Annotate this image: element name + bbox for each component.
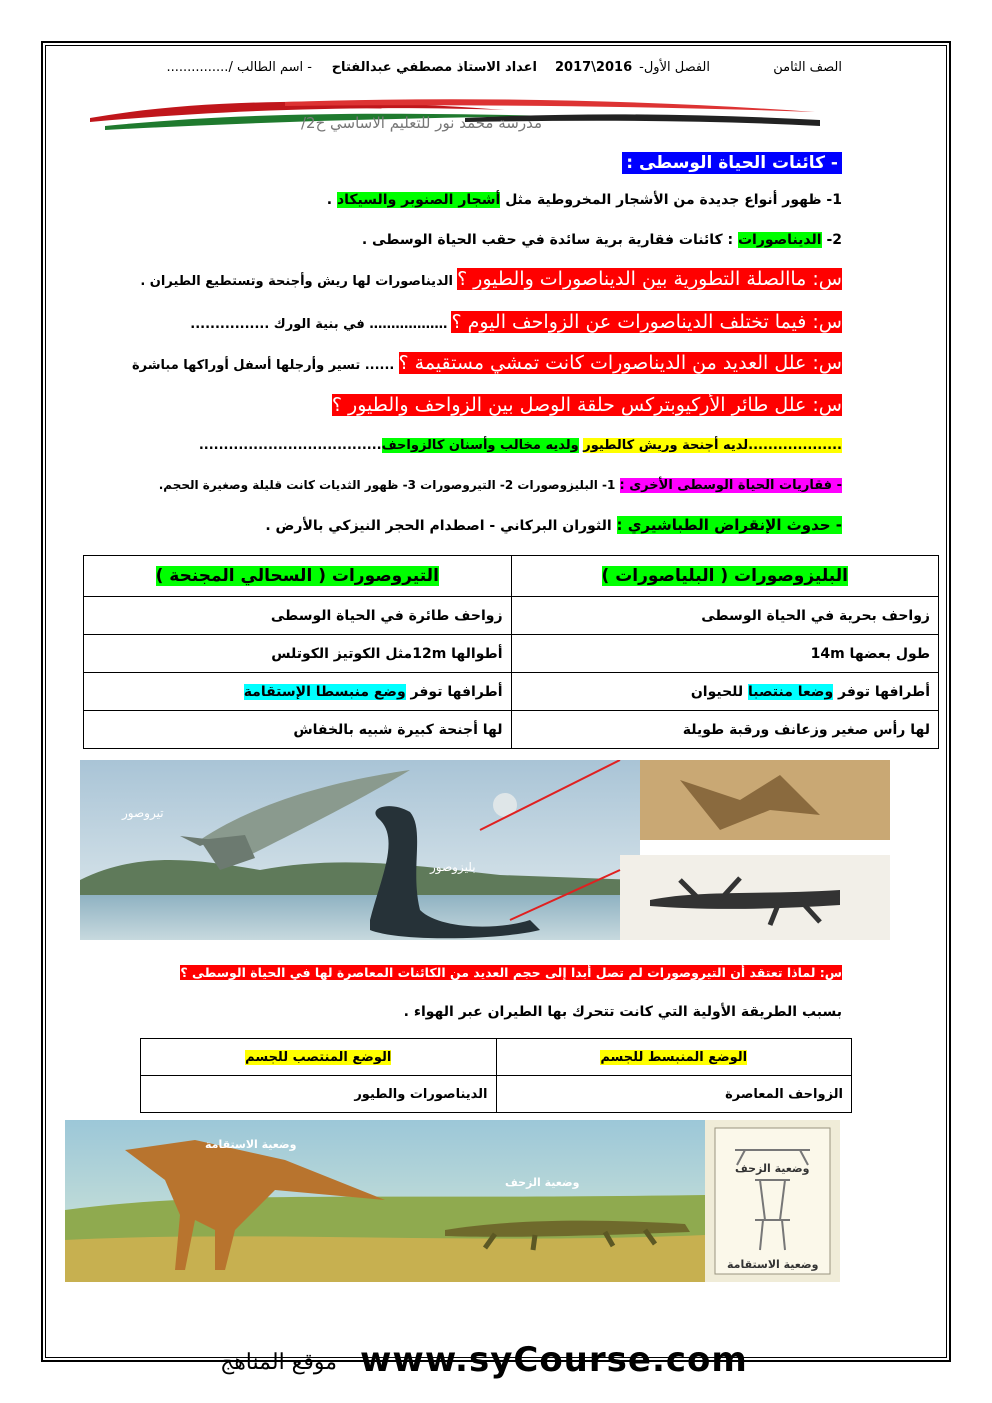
table1-cell: أطوالها 12mمثل الكوتيز الكوتلس xyxy=(84,635,512,673)
figure-2-illustration xyxy=(65,1120,840,1282)
question-1 xyxy=(140,268,842,290)
table1-cell: زواحف بحرية في الحياة الوسطى xyxy=(511,597,939,635)
question-1-answer: الديناصورات لها ريش وأجنحة وتستطيع الطيران . xyxy=(140,274,453,289)
figure-pterosaur-plesiosaur xyxy=(80,760,890,940)
year-label: 2017\2016 xyxy=(555,60,633,75)
term-label: الفصل الأول- xyxy=(639,60,710,75)
footer-site-label: موقع المناهج xyxy=(220,1350,338,1375)
table1-cell: طول بعضها 14m xyxy=(511,635,939,673)
question-5-answer: بسبب الطريقة الأولية التي كانت تتحرك بها الطيران عبر الهواء . xyxy=(403,1004,842,1020)
figure-1-illustration xyxy=(80,760,890,940)
other-vertebrates xyxy=(159,478,842,493)
other-vertebrates-text: 1- البليزوصورات 2- التيروصورات 3- ظهور الثديات كانت قليلة وصغيرة الحجم. xyxy=(158,478,616,492)
archaeo-dots-start: ................... xyxy=(748,438,842,453)
question-2 xyxy=(190,311,842,333)
item-1-suffix: . xyxy=(326,192,337,208)
question-1-text: س: ماالصلة التطورية بين الديناصورات والطيور ؟ xyxy=(457,268,842,290)
author-label: اعداد الاستاذ مصطفي عبدالفتاح xyxy=(331,60,537,75)
archaeo-part-2: ولديه مخالب وأسنان كالزواحف xyxy=(381,438,579,453)
extinction xyxy=(265,516,842,534)
grade-label: الصف الثامن xyxy=(773,60,842,75)
table1-cell: لها أجنحة كبيرة شبيه بالخفاش xyxy=(84,711,512,749)
label-sprawl-posture: وضعية الزحف xyxy=(505,1176,580,1189)
table2-head-right: الوضع المنبسط للجسم xyxy=(496,1039,852,1076)
footer-url[interactable]: www.syCourse.com xyxy=(360,1340,748,1380)
table1-cell: أطرافها توفر وضعا منتصبا للحيوان xyxy=(511,673,939,711)
table2-cell: الزواحف المعاصرة xyxy=(496,1076,852,1113)
table1-cell: لها رأس صغير وزعانف ورقبة طويلة xyxy=(511,711,939,749)
question-2-answer: ……………… في بنية الورك ................ xyxy=(190,317,448,332)
question-3-text: س: علل العديد من الديناصورات كانت تمشي مستقيمة ؟ xyxy=(398,352,842,374)
question-4-text: س: علل طائر الأركيوبتركس حلقة الوصل بين الزواحف والطيور ؟ xyxy=(331,394,842,416)
table1-cell: أطرافها توفر وضع منبسطا الإستقامة xyxy=(84,673,512,711)
table2-head-left: الوضع المنتصب للجسم xyxy=(141,1039,497,1076)
table1-cell: زواحف طائرة في الحياة الوسطى xyxy=(84,597,512,635)
archaeo-dots-end: ..................................... xyxy=(198,438,382,453)
item-1-prefix: 1- ظهور أنواع جديدة من الأشجار المخروطية مثل xyxy=(505,192,842,208)
student-name-field: - اسم الطالب /............... xyxy=(166,60,312,75)
question-5: س: لماذا تعتقد أن التيروصورات لم تصل أبدا إلى حجم العديد من الكائنات المعاصرة لها في الحياة الوسطى ؟ xyxy=(180,965,842,980)
label-pterosaur: تيروصور xyxy=(122,806,164,820)
posture-table xyxy=(140,1038,852,1113)
question-3 xyxy=(132,352,842,374)
item-2-text: : كائنات فقارية برية سائدة في حقب الحياة الوسطى . xyxy=(361,232,738,248)
extinction-label: - حدوث الإنقراض الطباشيري : xyxy=(616,516,842,534)
other-vertebrates-label: - فقاريات الحياة الوسطى الأخرى : xyxy=(619,478,842,493)
label-plesiosaur: بليزوصور xyxy=(430,860,476,874)
extinction-text: الثوران البركاني - اصطدام الحجر النيزكي بالأرض . xyxy=(265,518,612,534)
table2-cell: الديناصورات والطيور xyxy=(141,1076,497,1113)
table1-head-left: التيروصورات ( السحالي المجنحة ) xyxy=(84,556,512,597)
item-2-num: 2- xyxy=(826,232,842,248)
item-2 xyxy=(362,232,842,248)
item-2-highlight: الديناصورات xyxy=(737,232,822,248)
archaeo-part-1: لديه أجنحة وريش كالطيور xyxy=(583,438,749,453)
card-label-upright: وضعية الاستقامة xyxy=(727,1258,819,1271)
section-title: - كائنات الحياة الوسطى : xyxy=(622,152,842,174)
item-1-highlight: أشجار الصنوبر والسيكاد xyxy=(336,192,501,208)
table1-head-right: البليزوصورات ( البلياصورات ) xyxy=(511,556,939,597)
item-1 xyxy=(327,192,842,208)
question-4 xyxy=(332,394,842,416)
comparison-table-reptiles xyxy=(83,555,939,749)
card-label-sprawl: وضعية الزحف xyxy=(735,1162,810,1175)
figure-posture xyxy=(65,1120,840,1282)
school-banner-text: مدرسة محمد نور للتعليم الاساسي ح2/ xyxy=(300,114,542,132)
question-2-text: س: فيما تختلف الديناصورات عن الزواحف اليوم ؟ xyxy=(451,311,842,333)
question-3-answer: ...... تسير وأرجلها أسفل أوراكها مباشرة xyxy=(131,358,395,373)
label-upright-posture: وضعية الاستقامة xyxy=(205,1138,297,1151)
archaeo-answer xyxy=(199,438,842,453)
